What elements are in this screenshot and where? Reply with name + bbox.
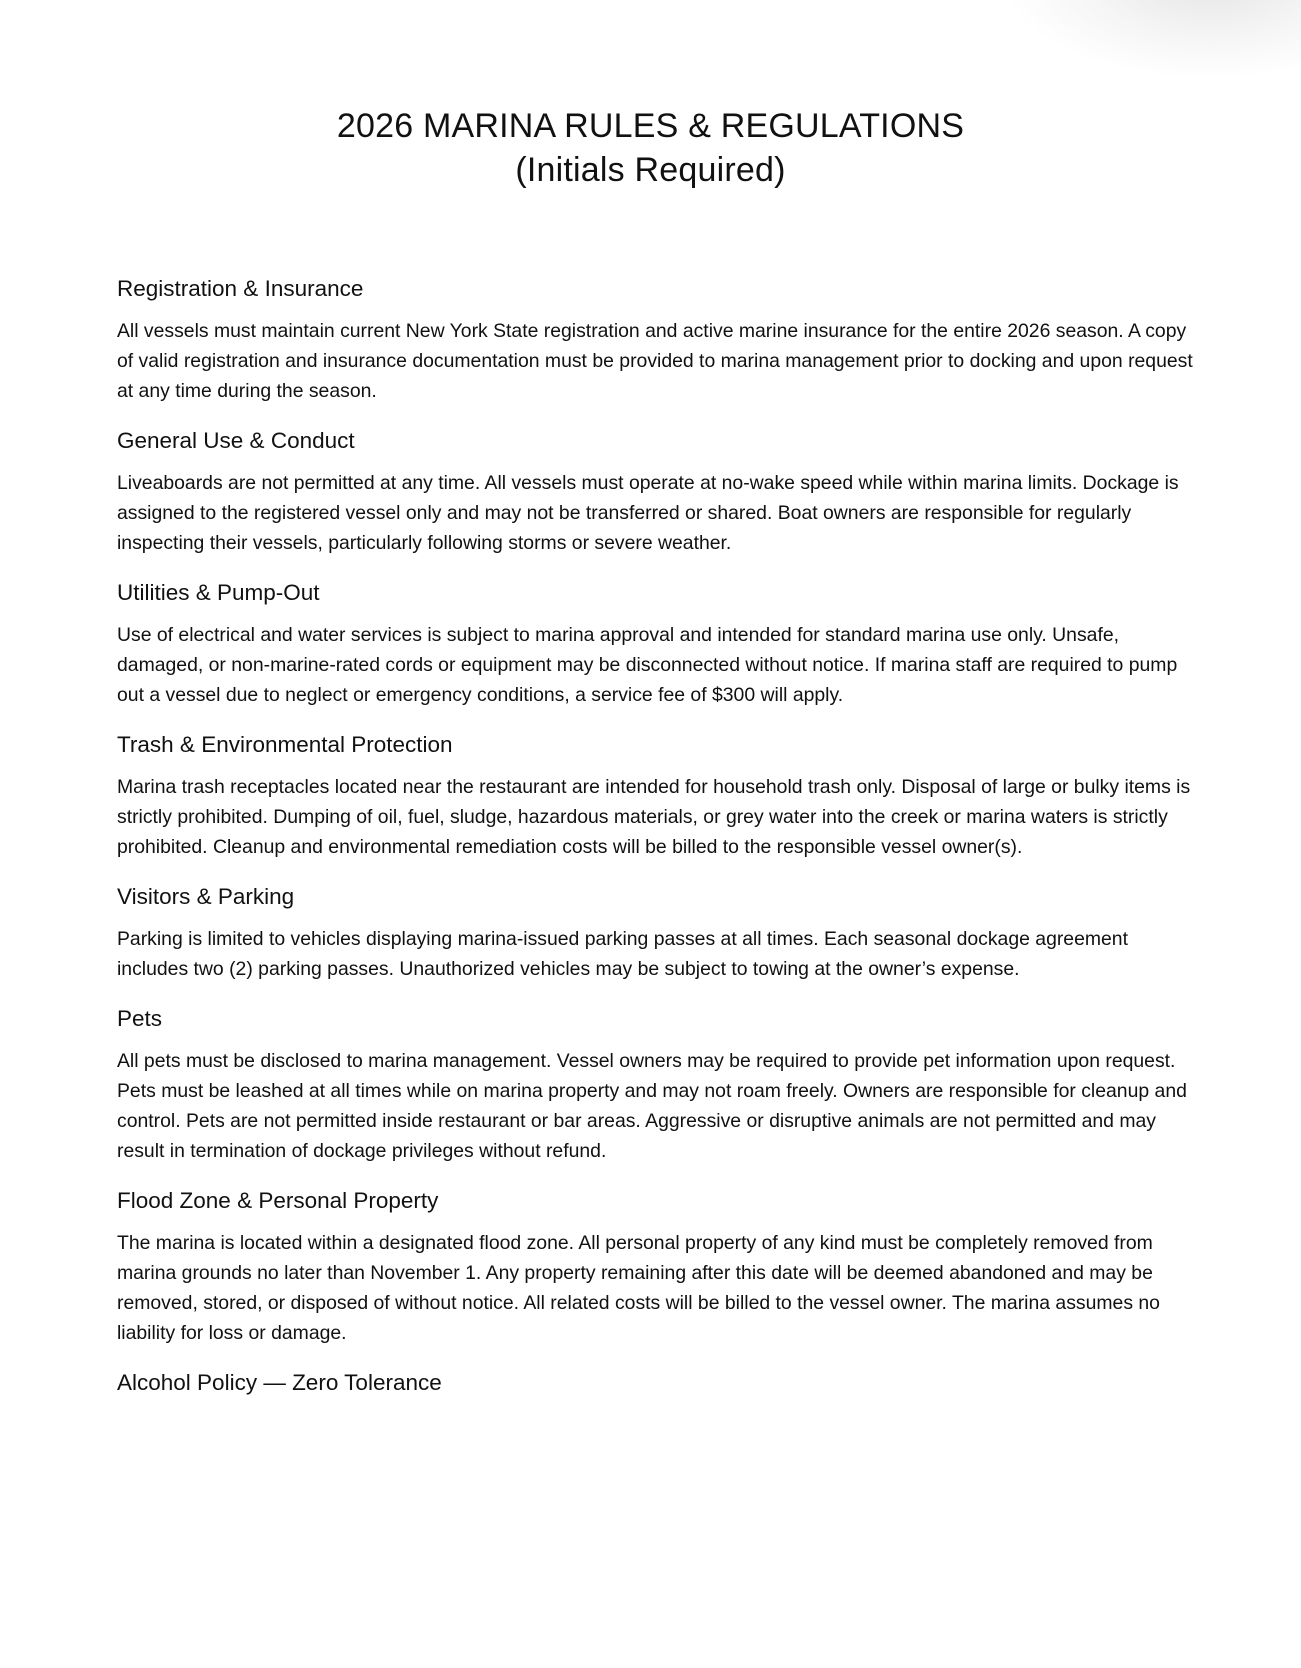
document-title [0, 104, 1301, 192]
section-trash-environmental [117, 730, 1195, 862]
section-body: All pets must be disclosed to marina management. Vessel owners may be required to provide pet information upon request. Pets must be leashed at all times while on marina property and may not roam freely. Owners are responsible for cleanup and control. Pets are not permitted inside restaurant or bar areas. Aggressive or disruptive animals are not permitted and may result in termination of dockage privileges without refund. [117, 1050, 1187, 1162]
section-flood-zone-property [117, 1186, 1195, 1348]
section-heading: Flood Zone & Personal Property [117, 1188, 439, 1213]
section-heading: Pets [117, 1006, 163, 1031]
section-utilities-pump-out [117, 578, 1195, 710]
section-heading: Trash & Environmental Protection [117, 732, 453, 757]
section-body: Marina trash receptacles located near the restaurant are intended for household trash only. Disposal of large or bulky items is strictly prohibited. Dumping of oil, fuel, sludge, hazardous materials, or grey water into the creek or marina waters is strictly prohibited. Cleanup and environmental remediation costs will be billed to the responsible vessel owner(s). [117, 776, 1191, 858]
section-heading: Utilities & Pump-Out [117, 580, 320, 605]
section-body: All vessels must maintain current New York State registration and active marine insurance for the entire 2026 season. A copy of valid registration and insurance documentation must be provided to marina management prior to docking and upon request at any time during the season. [117, 320, 1193, 402]
section-pets [117, 1004, 1195, 1166]
section-heading: Registration & Insurance [117, 276, 364, 301]
section-alcohol-policy [117, 1368, 1195, 1398]
section-body: Liveaboards are not permitted at any time. All vessels must operate at no-wake speed while within marina limits. Dockage is assigned to the registered vessel only and may not be transferred or shared. Boat owners are responsible for regularly inspecting their vessels, particularly following storms or severe weather. [117, 472, 1179, 554]
section-registration-insurance [117, 274, 1195, 406]
page-corner-shadow [1001, 0, 1301, 80]
section-heading: General Use & Conduct [117, 428, 355, 453]
rules-sections [117, 274, 1195, 1418]
section-heading: Alcohol Policy — Zero Tolerance [117, 1370, 442, 1395]
section-general-use-conduct [117, 426, 1195, 558]
title-line-1: 2026 MARINA RULES & REGULATIONS [336, 107, 965, 145]
title-line-2: (Initials Required) [515, 151, 786, 189]
section-visitors-parking [117, 882, 1195, 984]
section-body: The marina is located within a designated flood zone. All personal property of any kind must be completely removed from marina grounds no later than November 1. Any property remaining after this date will be deemed abandoned and may be removed, stored, or disposed of without notice. All related costs will be billed to the vessel owner. The marina assumes no liability for loss or damage. [117, 1232, 1160, 1344]
section-body: Parking is limited to vehicles displaying marina-issued parking passes at all times. Each seasonal dockage agreement includes two (2) parking passes. Unauthorized vehicles may be subject to towing at the owner’s expense. [117, 928, 1128, 980]
section-body: Use of electrical and water services is subject to marina approval and intended for standard marina use only. Unsafe, damaged, or non-marine-rated cords or equipment may be disconnected without notice. If marina staff are required to pump out a vessel due to neglect or emergency conditions, a service fee of $300 will apply. [117, 624, 1178, 706]
section-heading: Visitors & Parking [117, 884, 295, 909]
